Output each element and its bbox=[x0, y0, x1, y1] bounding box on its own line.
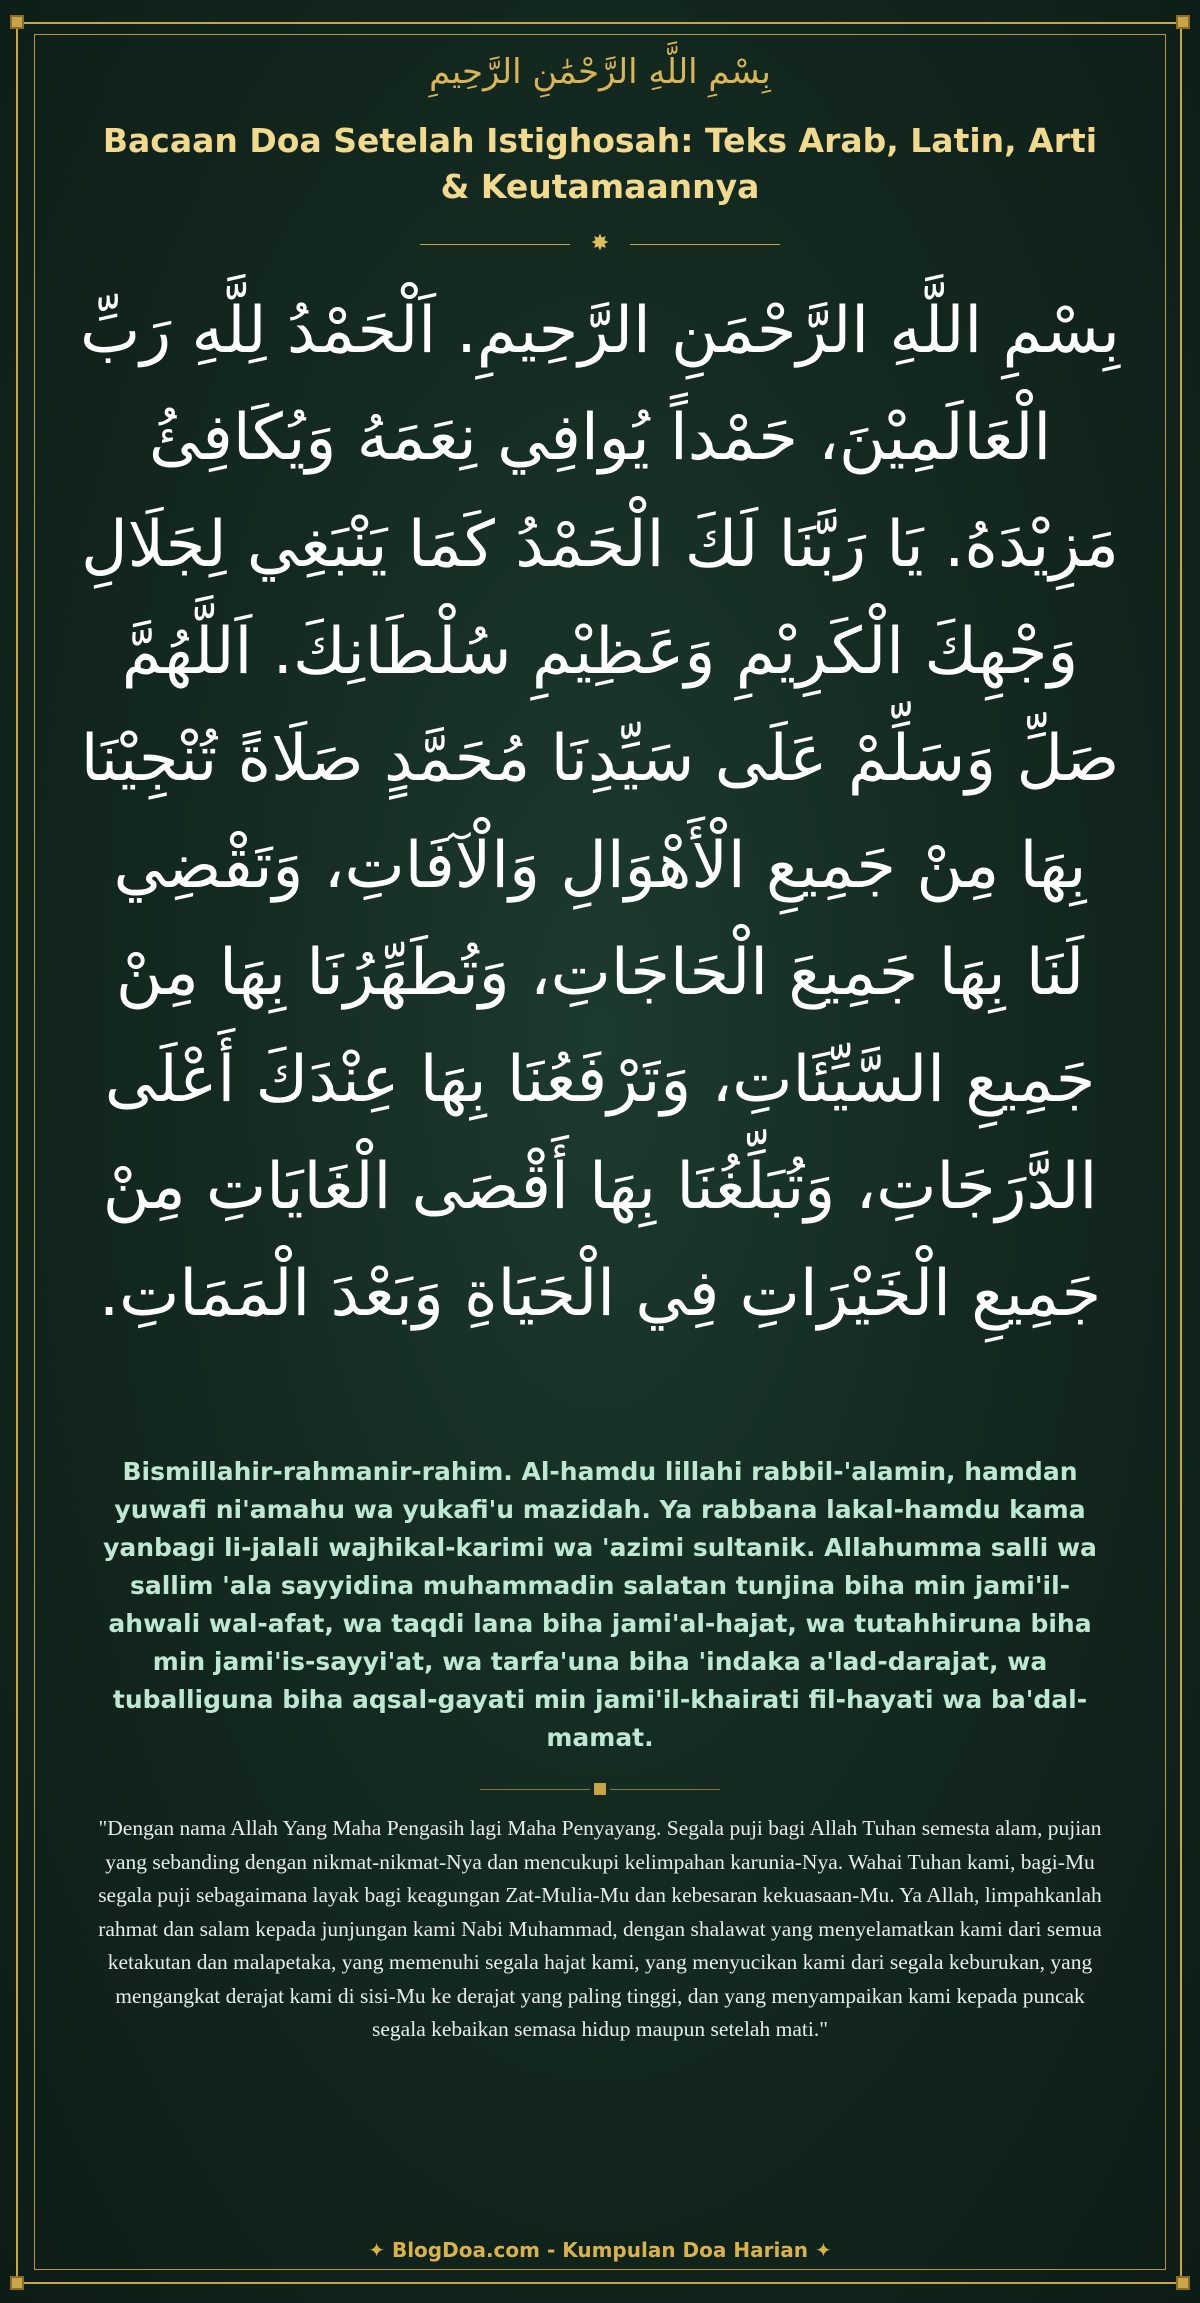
page-title: Bacaan Doa Setelah Istighosah: Teks Arab, Latin, Arti & Keutamaannya bbox=[102, 121, 1098, 206]
divider-line-right bbox=[610, 1789, 720, 1790]
footer-credit: ✦ BlogDoa.com - Kumpulan Doa Harian ✦ bbox=[368, 2238, 832, 2262]
section-divider bbox=[480, 1782, 720, 1796]
prayer-arabic-text: بِسْمِ اللَّهِ الرَّحْمَنِ الرَّحِيمِ. اَلْحَمْدُ لِلَّهِ رَبِّ الْعَالَمِيْنَ، حَمْداً يُوافِي نِعَمَهُ وَيُكَافِئُ مَزِيْدَهُ. يَا رَبَّنَا لَكَ الْحَمْدُ كَمَا يَنْبَغِي لِجَلَالِ وَجْهِكَ الْكَرِيْمِ وَعَظِيْمِ سُلْطَانِكَ. اَللَّهُمَّ صَلِّ وَسَلِّمْ عَلَى سَيِّدِنَا مُحَمَّدٍ صَلَاةً تُنْجِيْنَا بِهَا مِنْ جَمِيعِ الْأَهْوَالِ وَالْآفَاتِ، وَتَقْضِي لَنَا بِهَا جَمِيعَ الْحَاجَاتِ، وَتُطَهِّرُنَا بِهَا مِنْ جَمِيعِ السَّيِّئَاتِ، وَتَرْفَعُنَا بِهَا عِنْدَكَ أَعْلَى الدَّرَجَاتِ، وَتُبَلِّغُنَا بِهَا أَقْصَى الْغَايَاتِ مِنْ جَمِيعِ الْخَيْرَاتِ فِي الْحَيَاةِ وَبَعْدَ الْمَمَاتِ. bbox=[80, 294, 1120, 1331]
corner-ornament-bottom-left bbox=[10, 2276, 24, 2290]
header-basmalah: بِسْمِ اللَّهِ الرَّحْمَٰنِ الرَّحِيمِ bbox=[429, 52, 771, 92]
divider-line-left bbox=[480, 1789, 590, 1790]
corner-ornament-top-right bbox=[1176, 15, 1190, 29]
divider-line-right bbox=[630, 244, 780, 245]
prayer-latin-transliteration: Bismillahir-rahmanir-rahim. Al-hamdu lillahi rabbil-'alamin, hamdan yuwafi ni'amahu wa yukafi'u mazidah. Ya rabbana lakal-hamdu kama yanbagi li-jalali wajhikal-karimi wa 'azimi sultanik. Allahumma salli wa sallim 'ala sayyidina muhammadin salatan tunjina biha min jami'il-ahwali wal-afat, wa taqdi lana biha jami'al-hajat, wa tutahhiruna biha min jami'is-sayyi'at, wa tarfa'una biha 'indaka a'lad-darajat, wa tuballiguna biha aqsal-gayati min jami'il-khairati fil-hayati wa ba'dal-mamat. bbox=[103, 1457, 1097, 1752]
corner-ornament-top-left bbox=[10, 15, 24, 29]
prayer-translation: "Dengan nama Allah Yang Maha Pengasih lagi Maha Penyayang. Segala puji bagi Allah Tuhan semesta alam, pujian yang sebanding dengan nikmat-nikmat-Nya dan mencukupi kelimpahan karunia-Nya. Wahai Tuhan kami, bagi-Mu segala puji sebagaimana layak bagi keagungan Zat-Mulia-Mu dan kebesaran kekuasaan-Mu. Ya Allah, limpahkanlah rahmat dan salam kepada junjungan kami Nabi Muhammad, dengan shalawat yang menyelamatkan kami dari semua ketakutan dan malapetaka, yang memenuhi segala hajat kami, yang menyucikan kami dari segala keburukan, yang mengangkat derajat kami di sisi-Mu ke derajat yang paling tinggi, dan yang menyampaikan kami kepada puncak segala kebaikan semasa hidup maupun setelah mati." bbox=[98, 1816, 1102, 2041]
star-flower-icon: ✸ bbox=[590, 231, 610, 256]
title-divider bbox=[420, 233, 780, 255]
divider-line-left bbox=[420, 244, 570, 245]
square-ornament-icon bbox=[594, 1783, 606, 1795]
corner-ornament-bottom-right bbox=[1176, 2276, 1190, 2290]
